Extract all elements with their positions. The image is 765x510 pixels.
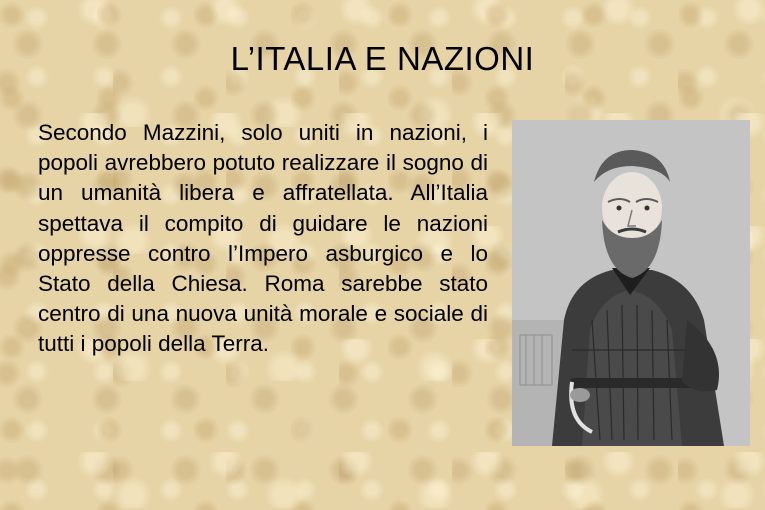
slide-body-text: Secondo Mazzini, solo uniti in nazioni, i popoli avrebbero potuto realizzare il sogno di un umanità libera e affratellata. All’Italia spettava il compito di guidare le nazioni oppresse contro l’Impero asburgico e lo Stato della Chiesa. Roma sarebbe stato centro di una nuova unità morale e sociale di tutti i popoli della Terra. xyxy=(38,120,488,357)
portrait-image xyxy=(512,120,750,446)
slide-title: L’ITALIA E NAZIONI xyxy=(230,40,535,77)
portrait-engraving-icon xyxy=(512,120,750,446)
